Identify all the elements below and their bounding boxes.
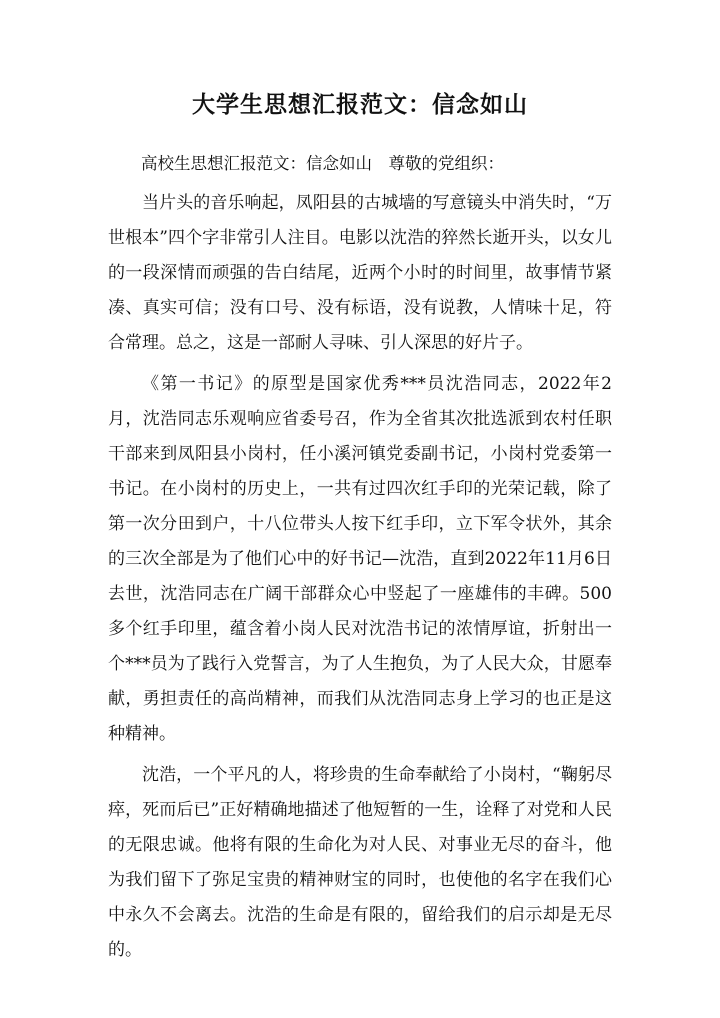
intro-line: 高校生思想汇报范文：信念如山 尊敬的党组织： xyxy=(141,154,504,173)
document-title: 大学生思想汇报范文：信念如山 xyxy=(192,91,528,118)
paragraph: 当片头的音乐响起，凤阳县的古城墙的写意镜头中消失时，“万世根本”四个字非常引人注目。电影以沈浩的猝然长逝开头，以女儿的一段深情而顽强的告白结尾，近两个小时的时间里，故事情节紧凑、真实可信；没有口号、没有标语，没有说教，人情味十足，符合常理。总之，这是一部耐人寻味、引人深思的好片子。 xyxy=(108,193,612,353)
paragraph: 《第一书记》的原型是国家优秀***员沈浩同志，2022年2月，沈浩同志乐观响应省委号召，作为全省其次批选派到农村任职干部来到凤阳县小岗村，任小溪河镇党委副书记，小岗村党委第一书记。在小岗村的历史上，一共有过四次红手印的光荣记载，除了第一次分田到户，十八位带头人按下红手印，立下军令状外，其余的三次全部是为了他们心中的好书记—沈浩，直到2022年11月6日去世，沈浩同志在广阔干部群众心中竖起了一座雄伟的丰碑。500多个红手印里，蕴含着小岗人民对沈浩书记的浓情厚谊，折射出一个***员为了践行入党誓言，为了人生抱负，为了人民大众，甘愿奉献，勇担责任的高尚精神，而我们从沈浩同志身上学习的也正是这种精神。 xyxy=(108,374,612,744)
paragraph: 沈浩，一个平凡的人，将珍贵的生命奉献给了小岗村，“鞠躬尽瘁，死而后已”正好精确地描述了他短暂的一生，诠释了对党和人民的无限忠诚。他将有限的生命化为对人民、对事业无尽的奋斗，他为我们留下了弥足宝贵的精神财宝的同时，也使他的名字在我们心中永久不会离去。沈浩的生命是有限的，留给我们的启示却是无尽的。 xyxy=(108,765,612,960)
